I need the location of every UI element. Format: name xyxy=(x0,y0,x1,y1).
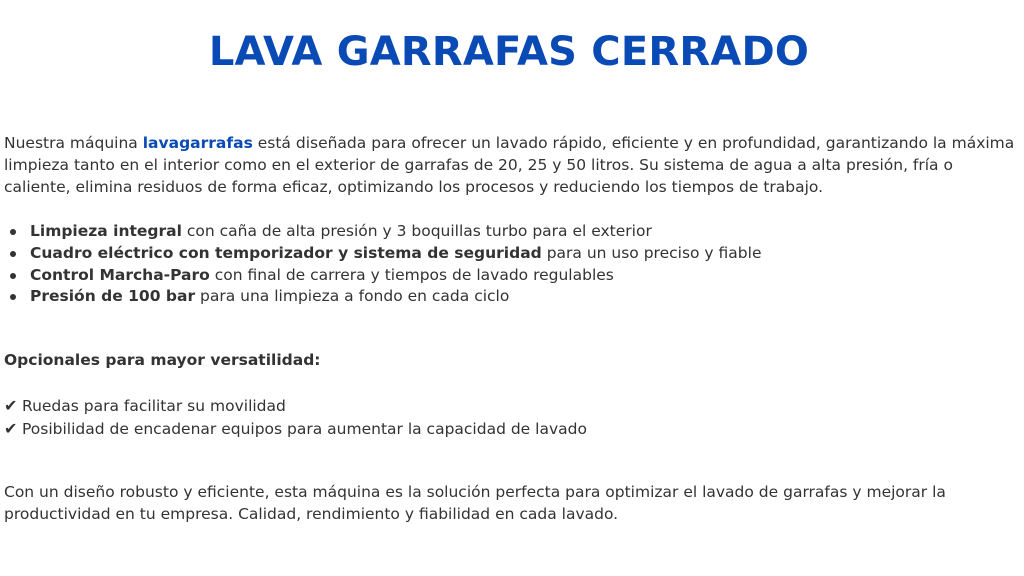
list-item xyxy=(4,418,1020,441)
features-list xyxy=(0,221,1024,308)
list-item xyxy=(30,286,1024,308)
closing-text: Con un diseño robusto y eficiente, esta máquina es la solución perfecta para optimizar el lavado de garrafas y mejorar la productividad en tu empresa. Calidad, rendimiento y fiabilidad en cada lavado. xyxy=(4,483,946,523)
feature-bold: Limpieza integral xyxy=(30,222,182,240)
bullet-icon xyxy=(10,251,16,257)
bullet-icon xyxy=(10,273,16,279)
feature-bold: Control Marcha-Paro xyxy=(30,265,210,284)
options-list xyxy=(4,395,1020,441)
intro-text-start: Nuestra máquina xyxy=(4,134,143,152)
intro-paragraph xyxy=(4,133,1020,198)
list-item xyxy=(30,221,1024,243)
page-title: LAVA GARRAFAS CERRADO xyxy=(208,29,810,75)
feature-text: con final de carrera y tiempos de lavado regulables xyxy=(209,265,614,284)
feature-text: con caña de alta presión y 3 boquillas turbo para el exterior xyxy=(181,222,652,240)
options-heading: Opcionales para mayor versatilidad: xyxy=(4,351,321,369)
list-item xyxy=(30,243,1024,265)
check-mark-icon: ✔ xyxy=(4,396,18,415)
check-mark-icon: ✔ xyxy=(4,418,18,438)
list-item xyxy=(30,265,1024,287)
option-text: Ruedas para facilitar su movilidad xyxy=(22,397,286,415)
feature-bold: Cuadro eléctrico con temporizador y sistema de seguridad xyxy=(30,243,542,262)
bullet-icon xyxy=(10,294,16,300)
lavagarrafas-link[interactable]: lavagarrafas xyxy=(142,134,253,152)
option-text: Posibilidad de encadenar equipos para aumentar la capacidad de lavado xyxy=(22,419,587,438)
closing-paragraph xyxy=(4,482,1020,526)
bullet-icon xyxy=(10,229,16,235)
feature-bold: Presión de 100 bar xyxy=(30,287,196,306)
intro-text-end: está diseñada para ofrecer un lavado rápido, eficiente y en profundidad, garantizando la máxima limpieza tanto en el interior como en el exterior de garrafas de 20, 25 y 50 litros. Su sistema de agua a alta presión, fría o caliente, elimina residuos de forma eficaz, optimizando los procesos y reduciendo los tiempos de trabajo. xyxy=(4,134,1015,196)
list-item xyxy=(4,395,1020,418)
feature-text: para una limpieza a fondo en cada ciclo xyxy=(195,287,510,306)
feature-text: para un uso preciso y fiable xyxy=(541,243,762,262)
